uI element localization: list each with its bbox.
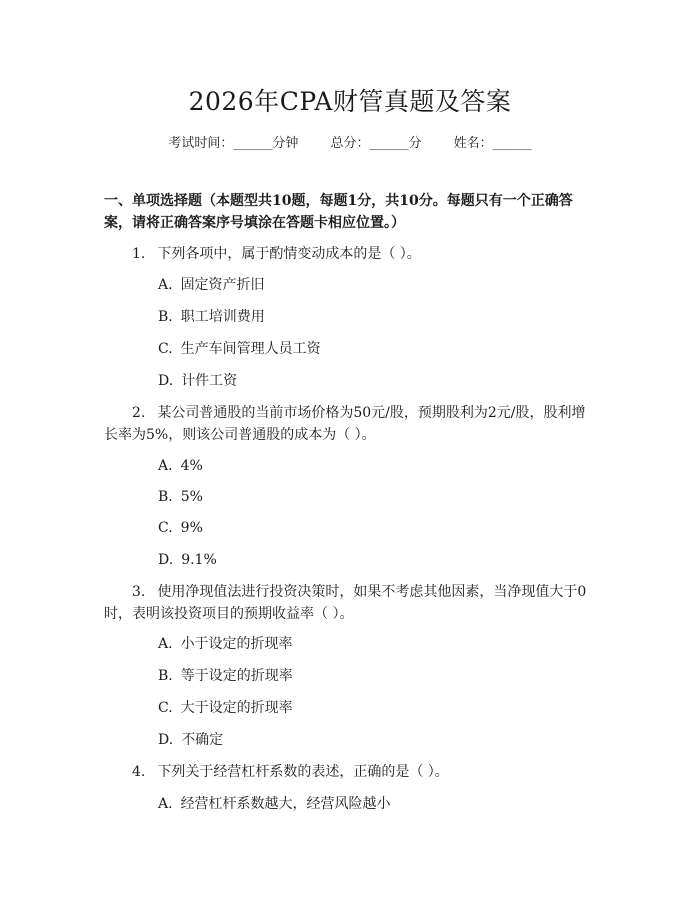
question-text: 下列各项中，属于酌情变动成本的是（ ）。 — [157, 246, 421, 262]
option-3d — [158, 729, 223, 751]
option-letter: A. — [158, 277, 173, 293]
exam-time-field: 考试时间：______分钟 — [168, 136, 299, 151]
question-number: 1. — [132, 246, 146, 262]
question-text: 下列关于经营杠杆系数的表述，正确的是（ ）。 — [157, 764, 449, 780]
question-number: 4. — [132, 764, 146, 780]
option-text: 计件工资 — [181, 373, 238, 389]
option-text: 4% — [180, 458, 203, 474]
option-letter: C. — [158, 341, 173, 357]
question-text: 使用净现值法进行投资决策时，如果不考虑其他因素，当净现值大于0时，表明该投资项目的预期收益率（ ）。 — [104, 584, 587, 622]
option-2c — [158, 517, 203, 539]
option-1b — [158, 306, 265, 328]
name-field: 姓名：______ — [453, 136, 532, 151]
option-letter: C. — [158, 700, 173, 716]
option-letter: D. — [158, 373, 174, 389]
option-text: 小于设定的折现率 — [180, 636, 293, 652]
option-text: 经营杠杆系数越大，经营风险越小 — [180, 796, 391, 812]
option-text: 大于设定的折现率 — [180, 700, 293, 716]
question-1 — [104, 243, 594, 265]
option-letter: A. — [158, 796, 173, 812]
option-2a — [158, 455, 203, 477]
option-letter: B. — [158, 668, 173, 684]
exam-meta — [0, 132, 700, 151]
option-letter: B. — [158, 309, 173, 325]
option-text: 不确定 — [181, 732, 224, 748]
document-title: 2026年CPA财管真题及答案 — [188, 87, 512, 116]
option-2b — [158, 486, 203, 508]
option-letter: A. — [158, 636, 173, 652]
question-3 — [104, 581, 594, 625]
option-letter: A. — [158, 458, 173, 474]
question-4 — [104, 761, 594, 783]
question-text: 某公司普通股的当前市场价格为50元/股，预期股利为2元/股，股利增长率为5%，则该公司普通股的成本为（ ）。 — [104, 405, 586, 443]
option-text: 生产车间管理人员工资 — [180, 341, 321, 357]
total-score-field: 总分：______分 — [330, 136, 422, 151]
option-text: 固定资产折旧 — [180, 277, 265, 293]
option-1c — [158, 338, 321, 360]
option-letter: B. — [158, 489, 173, 505]
question-number: 3. — [132, 584, 146, 600]
option-3b — [158, 665, 293, 687]
option-1d — [158, 370, 237, 392]
question-2 — [104, 402, 594, 446]
option-3c — [158, 697, 293, 719]
option-text: 等于设定的折现率 — [180, 668, 293, 684]
option-1a — [158, 274, 265, 296]
option-4a — [158, 793, 391, 815]
option-letter: D. — [158, 732, 174, 748]
question-number: 2. — [132, 405, 146, 421]
option-text: 5% — [180, 489, 203, 505]
option-3a — [158, 633, 293, 655]
option-text: 职工培训费用 — [180, 309, 265, 325]
option-text: 9.1% — [181, 552, 217, 568]
option-letter: C. — [158, 520, 173, 536]
option-text: 9% — [180, 520, 203, 536]
section-heading: 一、单项选择题（本题型共10题，每题1分，共10分。每题只有一个正确答案，请将正确答案序号填涂在答题卡相应位置。） — [104, 193, 573, 231]
option-2d — [158, 549, 217, 571]
option-letter: D. — [158, 552, 174, 568]
